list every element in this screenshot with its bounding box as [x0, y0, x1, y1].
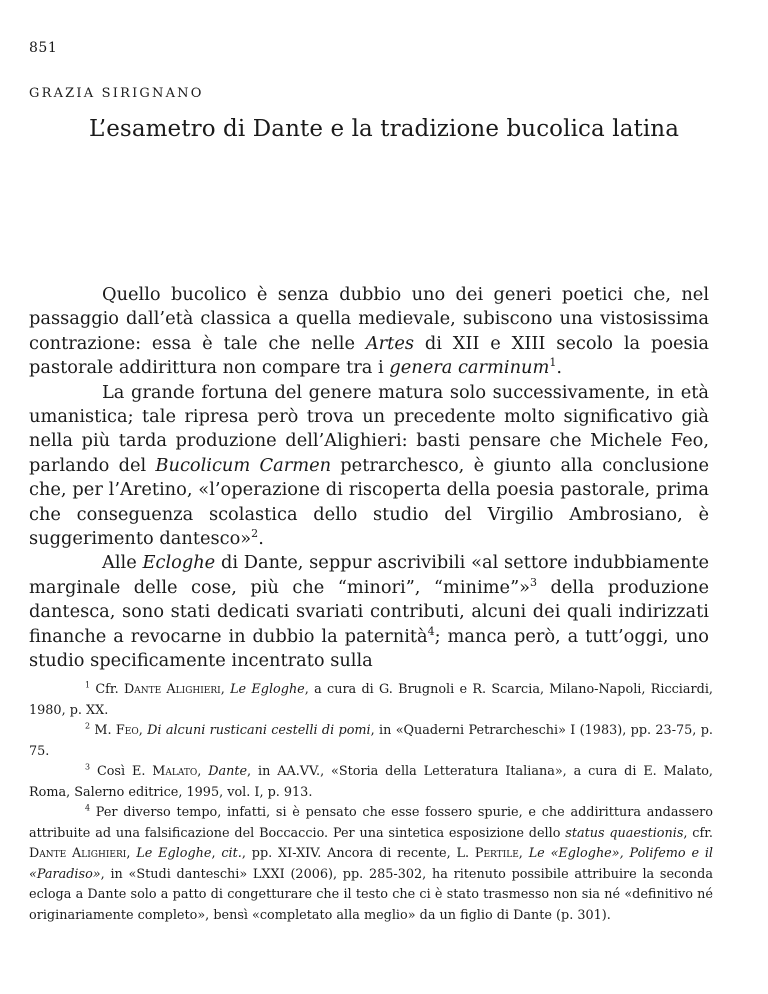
cited-work: Le Egloghe: [230, 682, 305, 697]
footnote-ref-3[interactable]: 3: [530, 575, 538, 589]
emphasis: genera carminum: [389, 357, 550, 379]
footnote-3: $^3$ Così E. Malato, Dante, in AA.VV., «Storia della Letteratura Italiana», a cura di E. Malato, Roma, Salerno editrice, 1995, vol. I, p. 913.: [29, 762, 713, 800]
cited-author: Dante Alighieri: [123, 682, 221, 697]
footnote-number: 3: [85, 762, 91, 772]
emphasis: cit.: [221, 846, 242, 861]
cited-author: Pertile: [474, 846, 519, 861]
footnote-ref-1[interactable]: 1: [549, 356, 557, 370]
emphasis: Ecloghe: [142, 552, 216, 574]
cited-work: Le «Egloghe», Polifemo e il «Paradiso»: [29, 846, 714, 882]
footnote-ref-4[interactable]: 4: [427, 624, 435, 638]
paragraph-3: Alle Ecloghe di Dante, seppur ascrivibili «al settore indubbiamente marginale delle cose, più che “minori”, “minime”»$^3$ della produzione dantesca, sono stati dedicati svariati contributi, alcuni dei quali indirizzati finanche a revocarne in dubbio la paternità$^4$; manca però, a tutt’oggi, uno studio specificamente incentrato sulla: [29, 552, 709, 672]
emphasis: Bucolicum Carmen: [155, 454, 332, 476]
paragraph-1: Quello bucolico è senza dubbio uno dei generi poetici che, nel passaggio dall’età classica a quella medievale, subiscono una vistosissima contrazione: essa è tale che nelle Artes di XII e XIII secolo la poesia pastorale addirittura non compare tra i genera carminum$^1$.: [29, 284, 709, 379]
footnote-number: 4: [85, 803, 91, 813]
paragraph-2: La grande fortuna del genere matura solo successivamente, in età umanistica; tale ripresa però trova un precedente molto significativo già nella più tarda produzione dell’Alighieri: basti pensare che Michele Feo, parlando del Bucolicum Carmen petrarchesco, è giunto alla conclusione che, per l’Aretino, «l’operazione di riscoperta della poesia pastorale, prima che conseguenza scolastica dello studio del Virgilio Ambrosiano, è suggerimento dantesco»$^2$.: [29, 381, 709, 550]
footnote-number: 1: [85, 680, 91, 690]
cited-work: Di alcuni rusticani cestelli di pomi: [147, 723, 371, 738]
footnote-1: $^1$ Cfr. Dante Alighieri, Le Egloghe, a cura di G. Brugnoli e R. Scarcia, Milano-Napoli, Ricciardi, 1980, p. XX.: [29, 680, 713, 718]
page-number: 851: [29, 40, 58, 56]
footnote-number: 2: [85, 721, 91, 731]
footnote-4: $^4$ Per diverso tempo, infatti, si è pensato che esse fossero spurie, e che addirittura andassero attribuite ad una falsificazione del Boccaccio. Per una sintetica esposizione dello status quaestionis, cfr. Dante Alighieri, Le Egloghe, cit., pp. XI-XIV. Ancora di recente, L. Pertile, Le «Egloghe», Polifemo e il «Paradiso», in «Studi danteschi» LXXI (2006), pp. 285-302, ha ritenuto possibile attribuire la seconda ecloga a Dante solo a patto di congetturare che il testo che ci è stato trasmesso non sia né «definitivo né originariamente completo», bensì «completato alla meglio» da un figlio di Dante (p. 301).: [29, 803, 714, 923]
cited-work: Le Egloghe: [136, 846, 212, 861]
footnote-2: $^2$ M. Feo, Di alcuni rusticani cestelli di pomi, in «Quaderni Petrarcheschi» I (1983), pp. 23-75, p. 75.: [29, 721, 713, 759]
article-title: L’esametro di Dante e la tradizione bucolica latina: [88, 116, 680, 142]
body-text: [29, 283, 709, 674]
emphasis: Artes: [365, 332, 414, 354]
footnotes: [29, 680, 713, 926]
cited-author: Dante Alighieri: [29, 846, 127, 861]
cited-work: Dante: [208, 764, 248, 779]
emphasis: status quaestionis: [565, 825, 684, 841]
cited-author: Malato: [152, 764, 198, 779]
cited-author: Feo: [115, 723, 139, 738]
author-name: GRAZIA SIRIGNANO: [29, 86, 204, 101]
footnote-ref-2[interactable]: 2: [251, 527, 259, 541]
